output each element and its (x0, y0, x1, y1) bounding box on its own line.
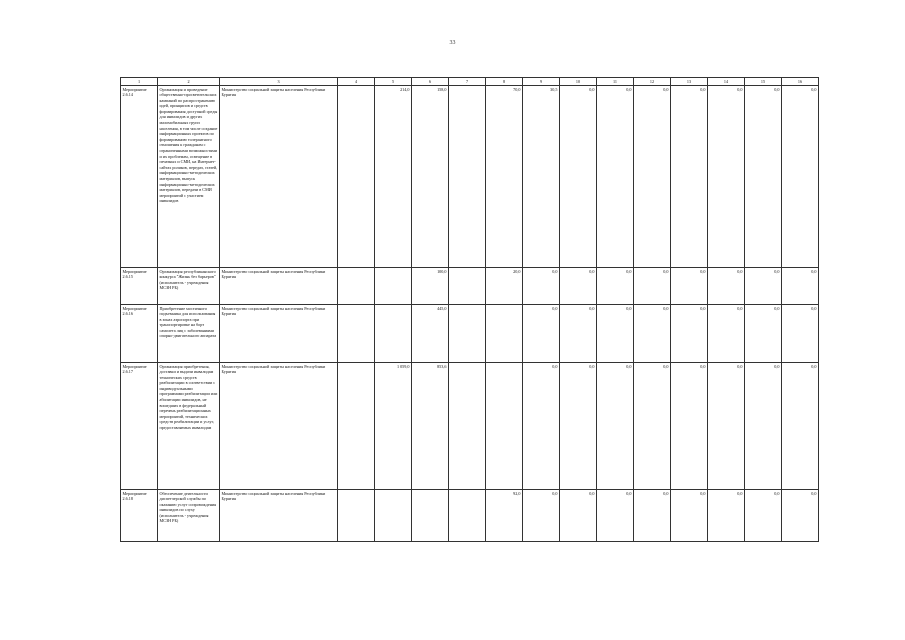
value-cell (449, 490, 486, 542)
measure-description: Приобретение мостичного подъемника для использования в зонах аэропорта при транспортировке на борт самолета лиц с заболеваниями опорно-двигательного аппарата (158, 305, 220, 363)
value-cell: 70,0 (486, 86, 523, 268)
value-cell (375, 268, 412, 305)
value-cell: 0,0 (523, 490, 560, 542)
value-cell: 0,0 (782, 305, 819, 363)
value-cell: 214,0 (375, 86, 412, 268)
value-cell: 20,0 (486, 268, 523, 305)
value-cell: 0,0 (782, 490, 819, 542)
value-cell: 0,0 (634, 268, 671, 305)
measure-description: Организация приобретения, доставки и выдачи инвалидам технических средств реабилитации в соответствии с индивидуальными программами реабилитации или абилитации инвалидов, не вошедших в федеральный перечень реабилитационных мероприятий, технических средств реабилитации и услуг, предоставляемых инвалидам (158, 363, 220, 490)
value-cell (486, 305, 523, 363)
value-cell: 0,0 (523, 363, 560, 490)
value-cell: 0,0 (597, 86, 634, 268)
responsible-executor: Министерство социальной защиты населения Республики Бурятия (220, 86, 338, 268)
table-row (121, 268, 819, 305)
value-cell: 100,0 (412, 268, 449, 305)
value-cell: 0,0 (745, 86, 782, 268)
value-cell: 0,0 (708, 363, 745, 490)
column-number: 7 (449, 78, 486, 86)
value-cell: 0,0 (634, 305, 671, 363)
column-number: 10 (560, 78, 597, 86)
measure-code: Мероприятие 2.6.17 (121, 363, 158, 490)
value-cell: 0,0 (560, 305, 597, 363)
measure-description: Организация республиканского конкурса "Жизнь без барьеров" (исполнитель - учреждения МСЗН РБ) (158, 268, 220, 305)
table-row (121, 490, 819, 542)
measure-code: Мероприятие 2.6.16 (121, 305, 158, 363)
value-cell: 0,0 (597, 305, 634, 363)
value-cell: 0,0 (671, 305, 708, 363)
value-cell: 0,0 (560, 363, 597, 490)
value-cell: 0,0 (708, 86, 745, 268)
value-cell: 0,0 (671, 490, 708, 542)
value-cell: 0,0 (523, 305, 560, 363)
value-cell (338, 268, 375, 305)
value-cell: 0,0 (634, 490, 671, 542)
column-number: 12 (634, 78, 671, 86)
value-cell: 0,0 (597, 268, 634, 305)
column-number: 11 (597, 78, 634, 86)
value-cell: 853,6 (412, 363, 449, 490)
value-cell: 0,0 (560, 86, 597, 268)
responsible-executor: Министерство социальной защиты населения Республики Бурятия (220, 305, 338, 363)
value-cell (449, 268, 486, 305)
column-number: 2 (158, 78, 220, 86)
table-row (121, 86, 819, 268)
column-number: 3 (220, 78, 338, 86)
value-cell: 0,0 (782, 86, 819, 268)
value-cell (338, 305, 375, 363)
value-cell (338, 363, 375, 490)
responsible-executor: Министерство социальной защиты населения Республики Бурятия (220, 268, 338, 305)
value-cell (449, 363, 486, 490)
value-cell: 0,0 (745, 490, 782, 542)
value-cell: 30,5 (523, 86, 560, 268)
value-cell: 0,0 (597, 490, 634, 542)
value-cell: 0,0 (671, 268, 708, 305)
value-cell: 0,0 (708, 305, 745, 363)
table-row (121, 305, 819, 363)
value-cell (412, 490, 449, 542)
budget-table (120, 77, 819, 542)
value-cell: 0,0 (597, 363, 634, 490)
value-cell: 158,0 (412, 86, 449, 268)
value-cell: 0,0 (745, 268, 782, 305)
value-cell (375, 305, 412, 363)
column-number: 1 (121, 78, 158, 86)
value-cell: 0,0 (634, 86, 671, 268)
value-cell: 0,0 (782, 268, 819, 305)
column-number: 13 (671, 78, 708, 86)
value-cell (338, 490, 375, 542)
measure-description: Обеспечение деятельности диспетчерской службы по оказанию услуг сопровождения инвалидов по слуху (исполнитель - учреждения МСЗН РБ) (158, 490, 220, 542)
measure-description: Организация и проведение общественно-просветительских кампаний по распространению идей, принципов и средств формирования доступной среды для инвалидов и других маломобильных групп населения, в том числе создание информационных проектов по формированию толерантного отношения к гражданам с ограниченными возможностями и их проблемам, освещение в печатных и СМИ, на Интернет-сайтах роликов, передач, статей, информационно-методических материалов, выпуск информационно-методических материалов, передачи в СМИ мероприятий с участием инвалидов (158, 86, 220, 268)
responsible-executor: Министерство социальной защиты населения Республики Бурятия (220, 490, 338, 542)
value-cell: 0,0 (671, 86, 708, 268)
column-number-row (121, 78, 819, 86)
measure-code: Мероприятие 2.6.15 (121, 268, 158, 305)
value-cell: 445,0 (412, 305, 449, 363)
column-number: 4 (338, 78, 375, 86)
column-number: 5 (375, 78, 412, 86)
value-cell: 92,0 (486, 490, 523, 542)
value-cell: 0,0 (708, 268, 745, 305)
measure-code: Мероприятие 2.6.14 (121, 86, 158, 268)
page-number: 33 (449, 40, 456, 46)
value-cell: 0,0 (708, 490, 745, 542)
column-number: 6 (412, 78, 449, 86)
table-row (121, 363, 819, 490)
measure-code: Мероприятие 2.6.18 (121, 490, 158, 542)
value-cell: 1 059,0 (375, 363, 412, 490)
value-cell: 0,0 (671, 363, 708, 490)
column-number: 16 (782, 78, 819, 86)
value-cell (486, 363, 523, 490)
value-cell (449, 86, 486, 268)
value-cell: 0,0 (634, 363, 671, 490)
column-number: 15 (745, 78, 782, 86)
column-number: 8 (486, 78, 523, 86)
value-cell: 0,0 (745, 363, 782, 490)
value-cell (449, 305, 486, 363)
value-cell: 0,0 (560, 490, 597, 542)
column-number: 14 (708, 78, 745, 86)
value-cell (375, 490, 412, 542)
value-cell (338, 86, 375, 268)
value-cell: 0,0 (523, 268, 560, 305)
responsible-executor: Министерство социальной защиты населения Республики Бурятия (220, 363, 338, 490)
value-cell: 0,0 (782, 363, 819, 490)
value-cell: 0,0 (745, 305, 782, 363)
column-number: 9 (523, 78, 560, 86)
value-cell: 0,0 (560, 268, 597, 305)
